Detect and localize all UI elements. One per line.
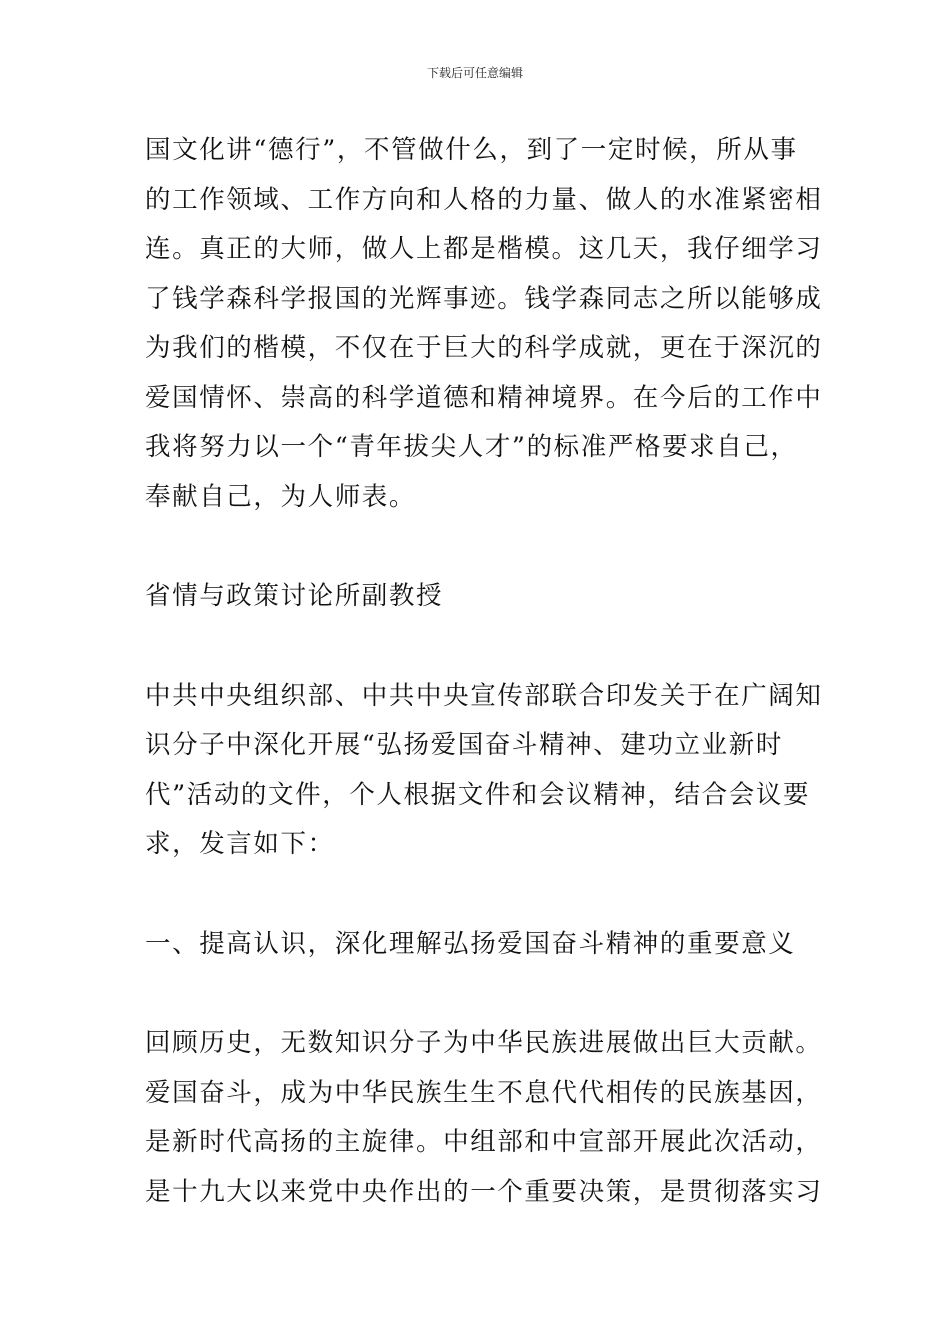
text-line: 连。真正的大师，做人上都是楷模。这几天，我仔细学习: [145, 234, 823, 264]
text-line: 的工作领域、工作方向和人格的力量、做人的水准紧密相: [145, 184, 823, 215]
speaker-title: [145, 572, 815, 622]
text-line: 是十九大以来党中央作出的一个重要决策，是贯彻落实习: [145, 1176, 823, 1207]
text-line: 爱国情怀、崇高的科学道德和精神境界。在今后的工作中: [145, 382, 823, 413]
paragraph-spacer: [145, 870, 815, 920]
section-heading: [145, 920, 815, 970]
paragraph-introduction: [145, 672, 823, 870]
text-line: 代”活动的文件，个人根据文件和会议精神，结合会议要: [145, 779, 811, 810]
text-line: 爱国奋斗，成为中华民族生生不息代代相传的民族基因，: [145, 1077, 823, 1108]
text-line: 回顾历史，无数知识分子为中华民族进展做出巨大贡献。: [145, 1028, 823, 1058]
header-note: 下载后可任意编辑: [426, 66, 523, 80]
document-body: [145, 126, 823, 1217]
paragraph-history: [145, 1019, 823, 1217]
text-line: 为我们的楷模，不仅在于巨大的科学成就，更在于深沉的: [145, 333, 823, 363]
text-line: 求，发言如下：: [145, 829, 335, 859]
text-line: 了钱学森科学报国的光辉事迹。钱学森同志之所以能够成: [145, 283, 823, 314]
paragraph-spacer: [145, 622, 815, 672]
text-line: 省情与政策讨论所副教授: [145, 581, 444, 611]
text-line: 是新时代高扬的主旋律。中组部和中宣部开展此次活动，: [145, 1127, 823, 1157]
text-line: 我将努力以一个“青年拔尖人才”的标准严格要求自己，: [145, 432, 798, 462]
paragraph-spacer: [145, 969, 815, 1019]
paragraph-spacer: [145, 522, 815, 572]
page-header: [0, 64, 950, 82]
text-line: 识分子中深化开展“弘扬爱国奋斗精神、建功立业新时: [145, 730, 783, 760]
paragraph-exemplar-reflection: [145, 126, 823, 522]
text-line: 一、提高认识，深化理解弘扬爱国奋斗精神的重要意义: [145, 928, 796, 959]
text-line: 奉献自己，为人师表。: [145, 481, 417, 512]
text-line: 中共中央组织部、中共中央宣传部联合印发关于在广阔知: [145, 680, 823, 711]
text-line: 国文化讲“德行”，不管做什么，到了一定时候，所从事: [145, 135, 798, 165]
